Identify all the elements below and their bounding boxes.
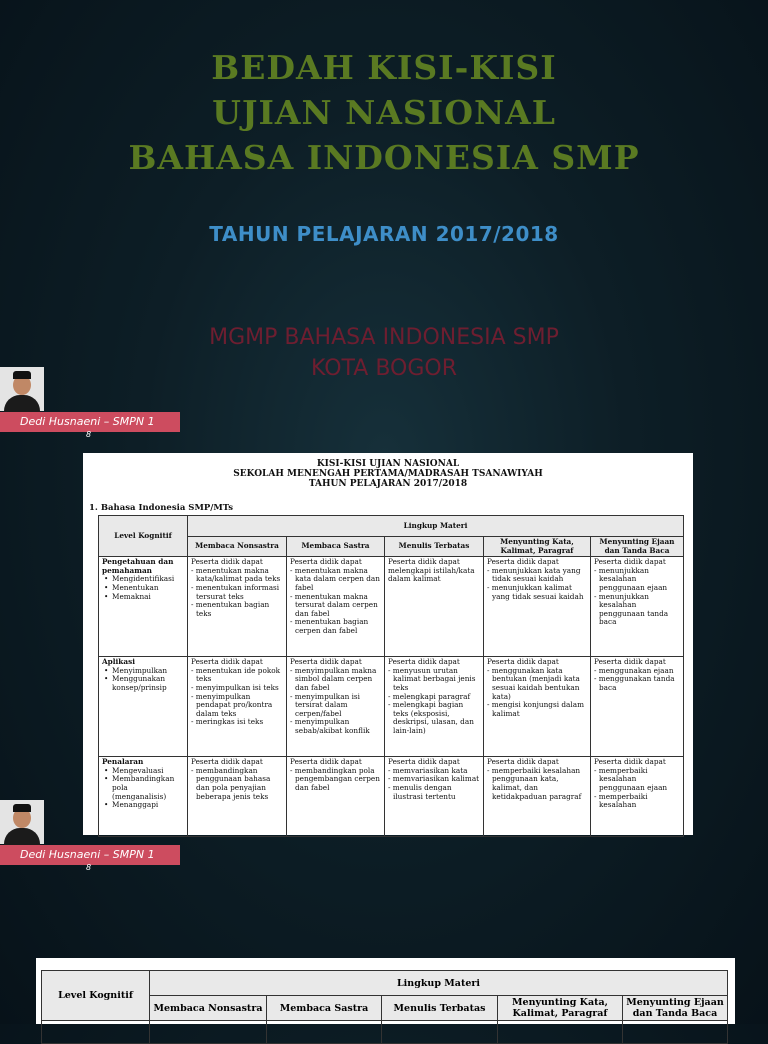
col-header-group: Lingkup Materi [150, 971, 728, 996]
table-cell [385, 657, 484, 757]
doc-section-label: 1. Bahasa Indonesia SMP/MTs [89, 503, 234, 513]
cell-item: - menyimpulkan isi teks [191, 682, 279, 692]
cell-item: - menyusun urutan kalimat berbagai jenis teks [388, 665, 476, 692]
cell-intro: Peserta didik dapat [487, 557, 559, 567]
title-line-1: BEDAH KISI-KISI [211, 48, 557, 87]
cell-item: - menggunakan kata bentukan (menjadi kata sesuai kaidah bentukan kata) [487, 665, 580, 701]
cell-intro: Peserta didik dapat [290, 657, 362, 667]
cell-intro: Peserta didik dapat [290, 557, 362, 567]
cell-item: - melengkapi bagian teks (eksposisi, deskripsi, ulasan, dan lain-lain) [388, 700, 474, 735]
cell-item: - membandingkan pola pengembangan cerpen dan fabel [290, 765, 380, 792]
doc-heading-1: KISI-KISI UJIAN NASIONAL [316, 459, 460, 469]
cell-item: - memvariasikan kata [388, 765, 468, 775]
author-label-tail: 8 [86, 430, 92, 439]
kisi-kisi-table [98, 515, 684, 837]
table-cell [484, 657, 591, 757]
table-row [99, 557, 684, 657]
level-bullet: • Menentukan [102, 584, 184, 593]
level-bullet: • Memaknai [102, 593, 184, 602]
table-cell [188, 557, 287, 657]
table-row [99, 657, 684, 757]
table-cell [188, 657, 287, 757]
col-header-menyunting-kata: Menyunting Kata, Kalimat, Paragraf [498, 996, 623, 1021]
cell-intro: Peserta didik dapat [191, 757, 263, 767]
table-cell [484, 557, 591, 657]
level-bullet: • Mengevaluasi [102, 767, 184, 776]
cell-item: - menyimpulkan isi tersirat dalam cerpen/fabel [290, 691, 361, 718]
table-cell [287, 557, 385, 657]
cell-item: - menentukan makna tersurat dalam cerpen dan fabel [290, 591, 378, 618]
col-header-membaca-sastra: Membaca Sastra [287, 537, 385, 557]
cell-item: - menyimpulkan pendapat pro/kontra dalam teks [191, 691, 273, 718]
col-header-menulis-terbatas: Menulis Terbatas [382, 996, 498, 1021]
level-bullet: • Mengidentifikasi [102, 575, 184, 584]
cell-item: - menyimpulkan makna simbol dalam cerpen dan fabel [290, 665, 377, 692]
cell-item: - menentukan bagian teks [191, 600, 270, 618]
cell-item: - menentukan ide pokok teks [191, 665, 281, 684]
cell-item: - menunjukkan kata yang tidak sesuai kaidah [487, 565, 581, 584]
kisi-kisi-table-header [41, 970, 728, 1044]
slide-subtitle: TAHUN PELAJARAN 2017/2018 [209, 222, 559, 246]
author-label-tail: 8 [86, 863, 92, 872]
cell-intro: Peserta didik dapat [594, 557, 666, 567]
cell-intro: Peserta didik dapat [487, 757, 559, 767]
author-name: Dedi Husnaeni – SMPN 1 [20, 848, 155, 861]
cell-item: - menunjukkan kesalahan penggunaan tanda baca [594, 591, 669, 627]
doc-heading-3: TAHUN PELAJARAN 2017/2018 [308, 479, 468, 489]
cell-item: - memperbaiki kesalahan [594, 791, 648, 810]
table-cell [188, 757, 287, 837]
cell-intro: Peserta didik dapat [594, 657, 666, 667]
level-title: Pengetahuan dan pemahaman [102, 557, 174, 575]
cell-item: - memperbaiki kesalahan penggunaan kata, kalimat, dan ketidakpaduan paragraf [487, 765, 582, 801]
org-line-1: MGMP BAHASA INDONESIA SMP [209, 325, 559, 350]
cell-item: - memvariasikan kalimat [388, 774, 480, 784]
cell-item: - menunjukkan kesalahan penggunaan ejaan [594, 565, 668, 592]
level-bullet: • Menggunakan konsep/prinsip [102, 675, 184, 692]
title-line-2: UJIAN NASIONAL [212, 93, 556, 132]
table-row [99, 757, 684, 837]
author-name: Dedi Husnaeni – SMPN 1 [20, 415, 155, 428]
cell-intro: Peserta didik dapat melengkapi istilah/kata dalam kalimat [388, 557, 475, 584]
col-header-level: Level Kognitif [42, 971, 150, 1021]
cell-intro: Peserta didik dapat [191, 557, 263, 567]
level-bullet: • Menanggapi [102, 801, 184, 810]
cell-item: - menentukan informasi tersurat teks [191, 582, 280, 601]
cell-item: - menentukan makna kata/kalimat pada teks [191, 565, 281, 584]
table-cell [385, 557, 484, 657]
cell-item: - memperbaiki kesalahan penggunaan ejaan [594, 765, 668, 792]
col-header-menulis-terbatas: Menulis Terbatas [385, 537, 484, 557]
cell-item: - menunjukkan kalimat yang tidak sesuai kaidah [487, 582, 584, 601]
cell-item: - menulis dengan ilustrasi tertentu [388, 782, 456, 801]
slide-title [0, 45, 768, 180]
table-cell [287, 757, 385, 837]
col-header-membaca-sastra: Membaca Sastra [267, 996, 382, 1021]
cell-item: - meringkas isi teks [191, 717, 264, 727]
cell-intro: Peserta didik dapat [191, 657, 263, 667]
level-bullet: • Menyimpulkan [102, 667, 184, 676]
cell-item: - mengisi konjungsi dalam kalimat [487, 700, 584, 718]
col-header-membaca-nonsastra: Membaca Nonsastra [188, 537, 287, 557]
col-header-menyunting-ejaan: Menyunting Ejaan dan Tanda Baca [591, 537, 684, 557]
org-line-2: KOTA BOGOR [311, 356, 457, 381]
doc-heading-2: SEKOLAH MENENGAH PERTAMA/MADRASAH TSANAWIYAH [233, 469, 543, 479]
cell-item: - menentukan bagian cerpen dan fabel [290, 617, 369, 635]
title-line-3: BAHASA INDONESIA SMP [128, 138, 640, 177]
cell-intro: Peserta didik dapat [594, 757, 666, 767]
table-cell [591, 657, 684, 757]
col-header-level: Level Kognitif [99, 516, 188, 557]
cell-intro: Peserta didik dapat [487, 657, 559, 667]
level-bullet: • Membandingkan pola (menganalisis) [102, 775, 184, 801]
level-title: Aplikasi [102, 657, 135, 667]
level-title: Penalaran [102, 757, 144, 767]
cell-item: - menentukan makna kata dalam cerpen dan fabel [290, 565, 380, 592]
table-cell [484, 757, 591, 837]
author-label [0, 845, 180, 872]
level-cell [99, 657, 188, 757]
author-avatar [0, 800, 44, 844]
table-cell [287, 657, 385, 757]
col-header-menyunting-ejaan: Menyunting Ejaan dan Tanda Baca [623, 996, 728, 1021]
table-cell [591, 757, 684, 837]
cell-item: - melengkapi paragraf [388, 691, 471, 701]
level-cell [99, 757, 188, 837]
col-header-menyunting-kata: Menyunting Kata, Kalimat, Paragraf [484, 537, 591, 557]
cell-intro: Peserta didik dapat [290, 757, 362, 767]
kisi-kisi-document-continued [36, 958, 735, 1024]
col-header-membaca-nonsastra: Membaca Nonsastra [150, 996, 267, 1021]
table-cell [591, 557, 684, 657]
col-header-group: Lingkup Materi [188, 516, 684, 537]
cell-intro: Peserta didik dapat [388, 757, 460, 767]
organization-text [0, 322, 768, 384]
cell-item: - menggunakan ejaan [594, 665, 674, 675]
level-cell [99, 557, 188, 657]
kisi-kisi-document [83, 453, 693, 835]
cell-item: - menyimpulkan sebab/akibat konflik [290, 717, 370, 735]
cell-intro: Peserta didik dapat [388, 657, 460, 667]
author-avatar [0, 367, 44, 411]
cell-item: - menggunakan tanda baca [594, 674, 675, 692]
cell-item: - membandingkan penggunaan bahasa dan pola penyajian beberapa jenis teks [191, 765, 271, 801]
author-label [0, 412, 180, 439]
table-cell [385, 757, 484, 837]
